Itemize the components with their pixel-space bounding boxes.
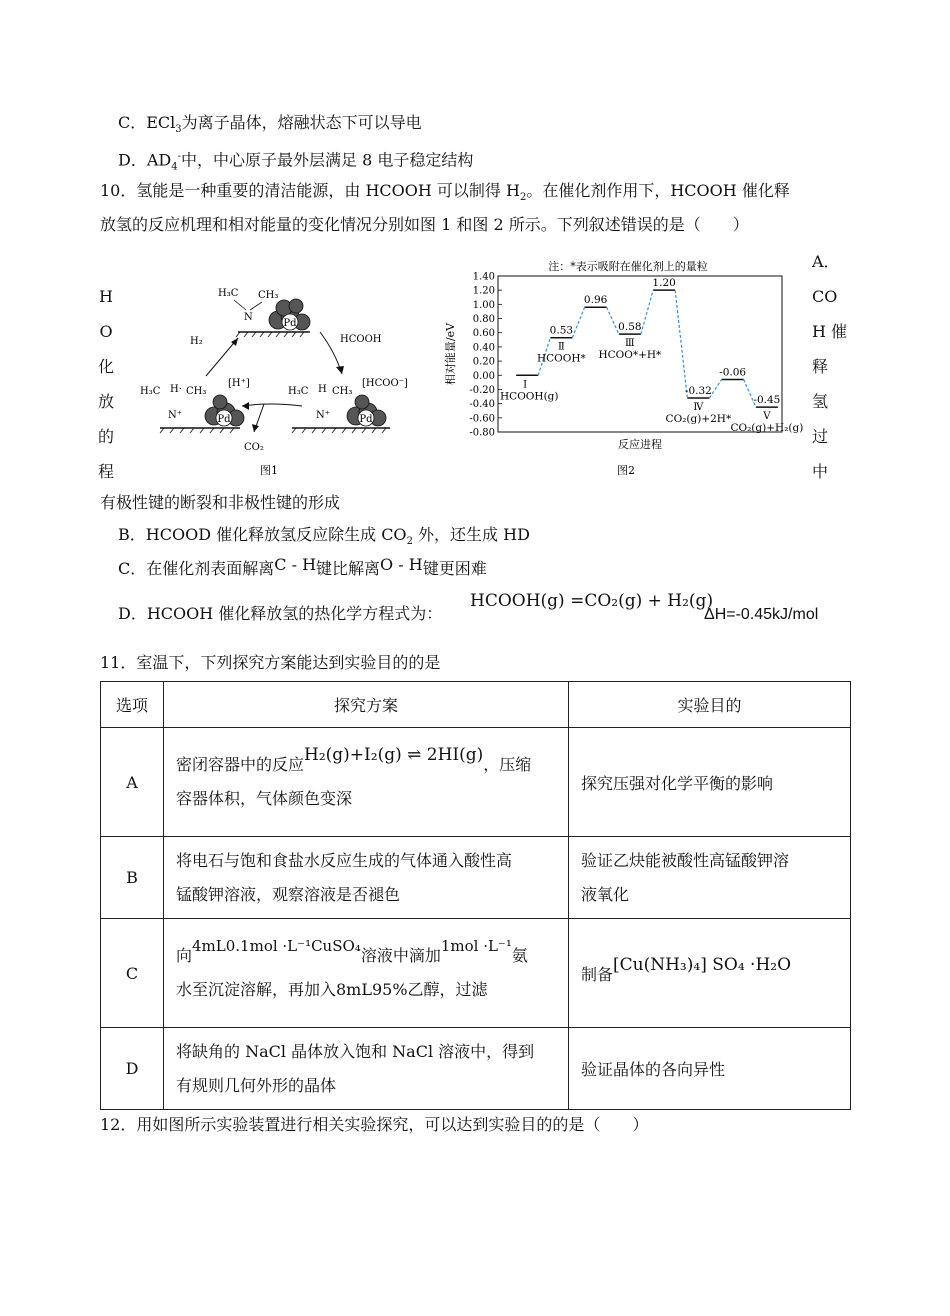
subscript: 2 [406, 536, 413, 548]
energy-value-label: -0.45 [753, 394, 781, 407]
char: 中 [812, 462, 829, 481]
row-goal [569, 919, 851, 1028]
y-tick-label: 1.00 [472, 299, 495, 311]
plan-line: 锰酸钾溶液，观察溶液是否褪色 [176, 884, 401, 904]
text: 溶液中滴加 [360, 946, 441, 965]
char: 氢 [812, 392, 829, 411]
y-axis-label: 相对能量/eV [444, 322, 457, 386]
option-c-line [118, 112, 422, 141]
text: 为离子晶体，熔融状态下可以导电 [181, 113, 422, 132]
figure1-mechanism [130, 272, 420, 484]
header-option: 选项 [101, 682, 164, 728]
text: C．在催化剂表面解离 [118, 559, 275, 578]
energy-value-label: 0.58 [618, 321, 642, 334]
text: C．ECl [118, 113, 176, 132]
text: 外，还生成 HD [412, 525, 530, 544]
ch3-label: CH₃ [332, 386, 353, 397]
char: H 催 [812, 322, 848, 341]
q10-line1 [100, 180, 790, 209]
ch3-label: CH₃ [258, 290, 279, 301]
y-tick-label: -0.60 [469, 413, 495, 425]
plan-line: 有规则几何外形的晶体 [176, 1075, 337, 1095]
text: D．AD [118, 150, 172, 170]
goal-line: 液氧化 [581, 884, 630, 904]
char: H [99, 287, 113, 306]
species-label: CO₂(g)+H₂(g) [730, 422, 804, 435]
header-plan: 探究方案 [164, 682, 569, 728]
text: 氨 [511, 946, 528, 965]
q10-d-equation: HCOOH(g) =CO₂(g) + H₂(g) [470, 591, 714, 611]
y-tick-label: -0.20 [469, 384, 495, 396]
row-key: D [101, 1028, 164, 1110]
q10-option-d: D．HCOOH 催化释放氢的热化学方程式为： [118, 604, 443, 623]
species-label: HCOOH* [536, 352, 586, 365]
energy-levels [500, 277, 803, 434]
left-vertical-column [96, 279, 116, 489]
plan-line [176, 939, 556, 973]
n-plus-label: N⁺ [168, 410, 183, 421]
stage-label: Ⅱ [557, 341, 565, 353]
row-key: B [101, 837, 164, 919]
plan-line: 水至沉淀溶解，再加入8mL95%乙醇，过滤 [176, 980, 488, 999]
bond-c-h: C - H [274, 555, 317, 574]
energy-value-label: 0.96 [583, 294, 608, 307]
text: B．HCOOD 催化释放氢反应除生成 CO [118, 525, 407, 544]
row-plan [164, 837, 569, 919]
h-label: H [318, 384, 327, 395]
energy-value-label: -0.32 [684, 384, 712, 397]
row-goal: 验证晶体的各向异性 [569, 1028, 851, 1110]
hcoo-label: [HCOO⁻] [362, 378, 408, 389]
q11-table [100, 681, 851, 1110]
row-key: C [101, 919, 164, 1028]
superscript: - [177, 151, 181, 162]
equation: H₂(g)+I₂(g) ⇌ 2HI(g) [304, 745, 484, 765]
row-goal [569, 837, 851, 919]
option-d-line [118, 146, 473, 179]
right-vertical-column [812, 244, 852, 489]
species-label: HCOOH(g) [500, 390, 559, 403]
energy-value-label: 1.20 [652, 277, 676, 290]
row-plan [164, 919, 569, 1028]
table-row [101, 837, 851, 919]
energy-connector [641, 290, 653, 334]
figure2-energy-chart [440, 256, 804, 484]
q11-stem: 11．室温下，下列探究方案能达到实验目的的是 [100, 653, 441, 672]
text: 向 [176, 946, 193, 965]
q10-option-b [118, 524, 530, 553]
table-row [101, 728, 851, 837]
text: 键更困难 [422, 559, 487, 578]
plan-line [176, 745, 556, 782]
plan-line: 容器体积，气体颜色变深 [176, 789, 353, 808]
pd-label: Pd [217, 414, 231, 425]
species-label: HCOO*+H* [598, 349, 662, 362]
hcooh-label: HCOOH [340, 334, 382, 345]
chart-title: 注：*表示吸附在催化剂上的量粒 [548, 260, 708, 273]
table-header-row [101, 682, 851, 728]
q10-a-tail: 有极性键的断裂和非极性键的形成 [100, 493, 341, 512]
table-row [101, 1028, 851, 1110]
text: 键比解离 [316, 559, 381, 578]
figure1-caption: 图1 [260, 464, 278, 477]
table-row [101, 919, 851, 1028]
y-tick-label: 0.20 [472, 356, 495, 368]
text: 10．氢能是一种重要的清洁能源，由 HCOOH 可以制得 H [100, 181, 520, 200]
row-plan [164, 1028, 569, 1110]
y-tick-label: 1.20 [472, 285, 495, 297]
q10-line2: 放氢的反应机理和相对能量的变化情况分别如图 1 和图 2 所示。下列叙述错误的是（ ） [100, 215, 749, 234]
bond-o-h: O - H [380, 555, 423, 574]
subscript: 3 [175, 124, 182, 136]
energy-connector [675, 290, 687, 398]
row-goal: 探究压强对化学平衡的影响 [569, 728, 851, 837]
row-key: A [101, 728, 164, 837]
y-axis-ticks [469, 272, 502, 439]
text: 。在催化剂作用下，HCOOH 催化释 [526, 181, 790, 200]
equation: 1mol ·L⁻¹ [440, 937, 512, 955]
energy-value-label: -0.06 [719, 366, 747, 379]
y-tick-label: 1.40 [472, 271, 495, 283]
stage-label: Ⅲ [625, 338, 635, 350]
char: 过 [812, 427, 829, 446]
h-dot-label: H· [170, 384, 182, 395]
h3c-label: H₃C [218, 288, 239, 299]
text: 中，中心原子最外层满足 8 电子稳定结构 [180, 150, 474, 170]
energy-connector [607, 307, 619, 334]
h3c-label: H₃C [140, 386, 161, 397]
char: 程 [97, 462, 114, 481]
bottom-right-catalyst [288, 378, 408, 433]
energy-connector [572, 307, 584, 337]
equation: 4mL0.1mol ·L⁻¹CuSO₄ [192, 937, 361, 955]
plan-line: 将电石与饱和食盐水反应生成的气体通入酸性高 [176, 850, 513, 870]
subscript: 4 [171, 161, 178, 173]
figure2-caption: 图2 [617, 464, 635, 477]
y-tick-label: 0.40 [472, 342, 495, 354]
energy-value-label: 0.53 [549, 324, 574, 337]
bottom-left-catalyst [140, 378, 250, 433]
char: CO [812, 287, 838, 306]
plan-line: 将缺角的 NaCl 晶体放入饱和 NaCl 溶液中，得到 [176, 1041, 535, 1061]
goal-line: 验证乙炔能被酸性高锰酸钾溶 [581, 850, 790, 870]
char: O [99, 322, 113, 341]
y-tick-label: 0.00 [472, 370, 495, 382]
row-plan [164, 728, 569, 837]
y-tick-label: -0.40 [469, 399, 495, 411]
text: 制备 [581, 964, 614, 984]
top-catalyst [218, 288, 310, 337]
char: 放 [97, 392, 114, 411]
header-goal: 实验目的 [569, 682, 851, 728]
n-plus-label: N⁺ [316, 410, 331, 421]
y-tick-label: 0.60 [472, 328, 495, 340]
h3c-label: H₃C [288, 386, 309, 397]
char: A． [812, 252, 840, 271]
char: 化 [97, 357, 114, 376]
char: 的 [97, 427, 114, 446]
char: 释 [812, 357, 829, 376]
ch3-label: CH₃ [186, 386, 207, 397]
species-label: CO₂(g)+2H* [665, 412, 732, 425]
q10-option-c [118, 555, 487, 580]
text: ，压缩 [483, 755, 532, 774]
pd-label: Pd [359, 414, 373, 425]
co2-label: CO₂ [244, 442, 264, 453]
x-axis-label: 反应进程 [618, 438, 662, 451]
stage-label: Ⅴ [763, 411, 771, 423]
q12-stem: 12．用如图所示实验装置进行相关实验探究，可以达到实验目的的是（ ） [100, 1115, 649, 1134]
n-label: N [244, 312, 253, 323]
pd-label: Pd [283, 318, 297, 329]
q10-d-enthalpy: ΔH=-0.45kJ/mol [704, 606, 819, 623]
stage-label: Ⅳ [693, 401, 704, 413]
y-tick-label: -0.80 [469, 427, 495, 439]
y-tick-label: 0.80 [472, 314, 495, 326]
equation: [Cu(NH₃)₄] SO₄ ·H₂O [613, 954, 792, 975]
stage-label: Ⅰ [523, 379, 528, 391]
subscript: 2 [519, 192, 527, 204]
h2-label: H₂ [190, 336, 203, 347]
h-plus-label: [H⁺] [228, 378, 250, 389]
text: 密闭容器中的反应 [176, 755, 305, 774]
